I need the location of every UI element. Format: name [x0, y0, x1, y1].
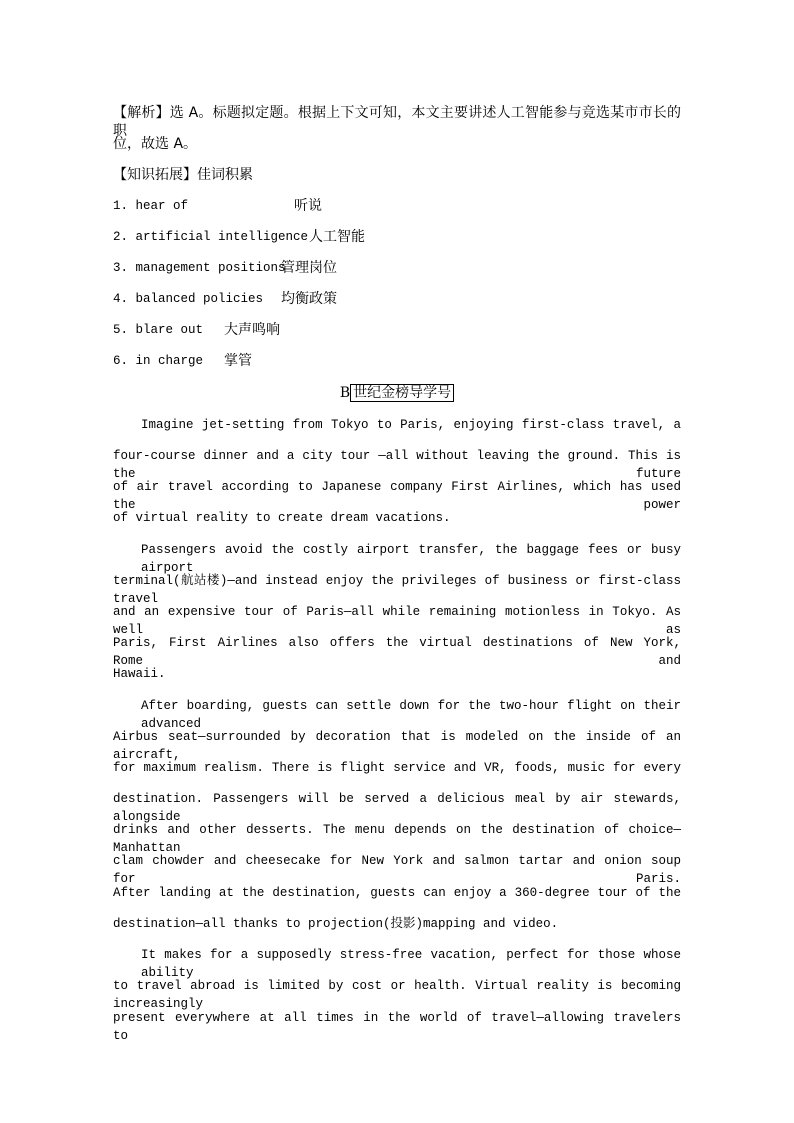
- passage-line: It makes for a supposedly stress-free vacation, perfect for those whose ability: [141, 948, 681, 980]
- passage-line: Paris, First Airlines also offers the virtual destinations of New York, Rome and: [113, 636, 681, 668]
- vocab-number: 3.: [113, 261, 136, 275]
- vocab-number: 2.: [113, 230, 136, 244]
- passage-line: Passengers avoid the costly airport transfer, the baggage fees or busy airport: [141, 543, 681, 575]
- vocab-chinese: 大声鸣响: [224, 322, 280, 338]
- vocab-item: [113, 259, 337, 277]
- vocab-english: in charge: [135, 354, 204, 368]
- vocab-chinese: 人工智能: [309, 229, 365, 245]
- passage-line: Imagine jet-setting from Tokyo to Paris, enjoying first-class travel, a: [141, 418, 681, 432]
- passage-line: for maximum realism. There is flight service and VR, foods, music for every: [113, 761, 681, 775]
- vocab-item: [113, 290, 337, 308]
- passage-line: destination—all thanks to projection(投影)mapping and video.: [113, 917, 559, 931]
- analysis-line-1: 【解析】选 A。标题拟定题。根据上下文可知，本文主要讲述人工智能参与竞选某市市长的职: [113, 105, 681, 139]
- analysis-line-2: 位，故选 A。: [113, 136, 198, 152]
- section-title: [0, 384, 794, 402]
- vocab-chinese: 听说: [294, 198, 322, 214]
- vocab-english: artificial intelligence: [135, 230, 309, 244]
- vocab-number: 6.: [113, 354, 136, 368]
- vocab-chinese: 均衡政策: [281, 291, 337, 307]
- passage-line: and an expensive tour of Paris—all while remaining motionless in Tokyo. As well as: [113, 605, 681, 637]
- vocab-chinese: 管理岗位: [281, 260, 337, 276]
- vocab-english: hear of: [135, 199, 189, 213]
- vocab-item: [113, 352, 252, 370]
- passage-line: terminal(航站楼)—and instead enjoy the privileges of business or first-class travel: [113, 574, 681, 606]
- vocab-number: 5.: [113, 323, 136, 337]
- passage-line: Hawaii.: [113, 667, 166, 681]
- vocab-item: [113, 197, 322, 215]
- passage-line: to travel abroad is limited by cost or health. Virtual reality is becoming increasingly: [113, 979, 681, 1011]
- vocab-item: [113, 321, 280, 339]
- section-letter: B: [339, 385, 351, 401]
- vocab-item: [113, 228, 365, 246]
- passage-line: of air travel according to Japanese company First Airlines, which has used the power: [113, 480, 681, 512]
- section-label-box: 世纪金榜导学号: [350, 384, 454, 402]
- passage-line: of virtual reality to create dream vacations.: [113, 511, 451, 525]
- passage-line: drinks and other desserts. The menu depends on the destination of choice—Manhattan: [113, 823, 681, 855]
- passage-line: Airbus seat—surrounded by decoration that is modeled on the inside of an aircraft,: [113, 730, 681, 762]
- passage-line: destination. Passengers will be served a delicious meal by air stewards, alongside: [113, 792, 681, 824]
- vocab-number: 1.: [113, 199, 136, 213]
- passage-line: After boarding, guests can settle down for the two-hour flight on their advanced: [141, 699, 681, 731]
- vocab-chinese: 掌管: [224, 353, 252, 369]
- passage-line: After landing at the destination, guests can enjoy a 360-degree tour of the: [113, 886, 681, 900]
- passage-line: four-course dinner and a city tour —all without leaving the ground. This is the future: [113, 449, 681, 481]
- vocab-number: 4.: [113, 292, 136, 306]
- vocab-english: management positions: [135, 261, 286, 275]
- passage-line: present everywhere at all times in the world of travel—allowing travelers to: [113, 1011, 681, 1043]
- vocab-english: blare out: [135, 323, 204, 337]
- passage-line: clam chowder and cheesecake for New York and salmon tartar and onion soup for Paris.: [113, 854, 681, 886]
- vocab-english: balanced policies: [135, 292, 264, 306]
- knowledge-heading: 【知识拓展】佳词积累: [113, 167, 253, 183]
